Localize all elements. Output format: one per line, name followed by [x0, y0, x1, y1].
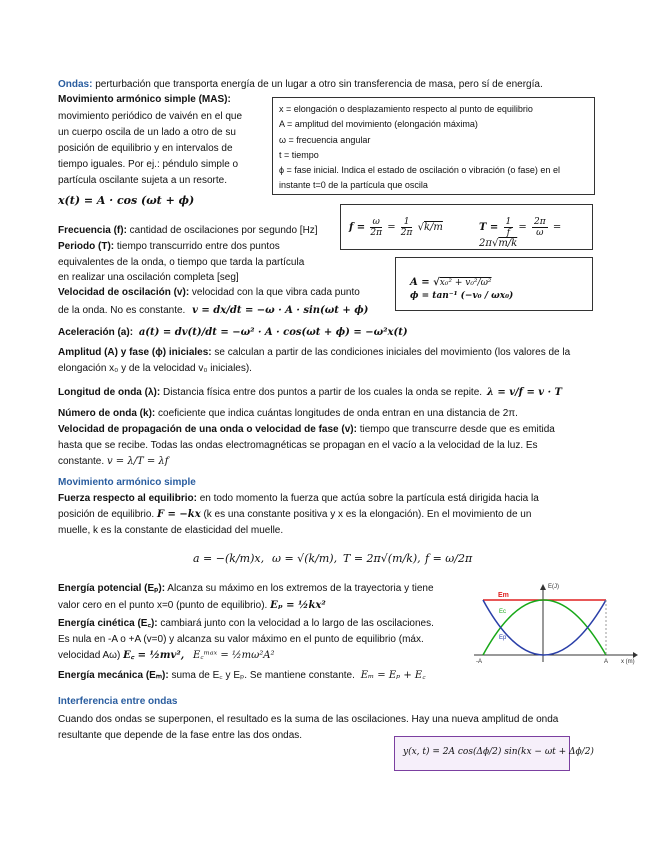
- phi-arg: (−v₀ / ωx₀): [460, 291, 514, 301]
- amplitude-formula: [410, 277, 492, 288]
- T-num: 1: [505, 217, 512, 227]
- ondas-label: Ondas:: [58, 79, 93, 90]
- propagacion-paragraph: [58, 422, 555, 470]
- ondas-paragraph: [58, 78, 543, 92]
- interferencia-text: Cuando dos ondas se superponen, el resultado es la suma de las oscilaciones. Hay una nueva amplitud de onda: [58, 714, 559, 725]
- propagacion-text-3: constante.: [58, 456, 105, 467]
- longitud-text: Distancia física entre dos puntos a partir de los cuales la onda se repite.: [160, 387, 483, 398]
- fuerza-paragraph: [58, 491, 539, 539]
- energia-cinetica-paragraph: [58, 616, 434, 664]
- velocidad-equation: v = dx/dt = −ω · A · sin(ωt + ϕ): [192, 305, 369, 316]
- mas-description: [58, 109, 242, 189]
- longitud-paragraph: [58, 386, 562, 400]
- energia-mecanica-text: suma de E꜀ y Eₚ. Se mantiene constante.: [168, 670, 355, 681]
- fuerza-equation: F = −kx: [156, 509, 201, 520]
- frequency-period-formula-box: [340, 204, 593, 250]
- frecuencia-paragraph: [58, 224, 318, 238]
- frequency-equation: f = ω/2π: [425, 552, 473, 565]
- propagacion-equation: v = λ/T = λf: [106, 456, 169, 467]
- x-axis-label: x (m): [621, 659, 635, 665]
- periodo-line: equivalentes de la onda, o tiempo que tarda la partícula: [58, 256, 305, 268]
- f-lhs: f =: [349, 222, 366, 233]
- periodo-paragraph: [58, 239, 304, 286]
- interferencia-text-2: resultante que depende de la fase entre las dos ondas.: [58, 730, 303, 741]
- accel-k-equation: a = −(k/m)x,: [193, 552, 265, 565]
- phi-lhs: ϕ = tan⁻¹: [410, 291, 458, 301]
- amplitud-label: Amplitud (A) y fase (ϕ) iniciales:: [58, 347, 212, 358]
- energia-mecanica-equation: Eₘ = Eₚ + E꜀: [360, 670, 426, 681]
- ec-label: Ec: [499, 609, 507, 615]
- fuerza-text-2a: posición de equilibrio.: [58, 509, 155, 520]
- energia-potencial-text: Alcanza su máximo en los extremos de la trayectoria y tiene: [165, 583, 434, 594]
- energia-cinetica-max-equation: E꜀ᵐᵃˣ = ½mω²A²: [192, 650, 275, 661]
- energia-cinetica-text: cambiará junto con la velocidad a lo largo de las oscilaciones.: [157, 618, 434, 629]
- f-eq: =: [387, 222, 396, 233]
- energia-mecanica-label: Energía mecánica (Eₘ):: [58, 670, 169, 681]
- f-num2: 1: [401, 217, 413, 228]
- interference-formula-box: [394, 736, 594, 771]
- frecuencia-text: cantidad de oscilaciones por segundo [Hz]: [126, 225, 318, 236]
- definition-item: x = elongación o desplazamiento respecto al punto de equilibrio: [279, 104, 533, 114]
- ep-label: Ep: [499, 635, 507, 641]
- energia-cinetica-text-2: Es nula en -A o +A (v=0) y alcanza su valor máximo en el punto de equilibrio (máx.: [58, 634, 424, 645]
- fuerza-text: en todo momento la fuerza que actúa sobre la partícula está dirigida hacia la: [196, 493, 539, 504]
- energy-graph: [468, 582, 643, 666]
- energia-potencial-label: Energía potencial (Eₚ):: [58, 583, 166, 594]
- numero-text: coeficiente que indica cuántas longitudes de onda entran en una distancia de 2π.: [155, 408, 518, 419]
- energia-potencial-equation: Eₚ = ½kx²: [270, 600, 326, 611]
- energia-cinetica-text-3: velocidad Aω): [58, 650, 121, 661]
- interference-equation: y(x, t) = 2A cos(Δϕ/2) sin(kx − ωt + Δϕ/2): [403, 747, 594, 757]
- interferencia-heading: Interferencia entre ondas: [58, 696, 178, 707]
- velocidad-label: Velocidad de oscilación (v):: [58, 287, 190, 298]
- definition-item: ϕ = fase inicial. Indica el estado de oscilación o vibración (o fase) en el: [279, 165, 560, 176]
- fuerza-label: Fuerza respecto al equilibrio:: [58, 493, 197, 504]
- T-den: f: [506, 228, 511, 238]
- pos-a-label: A: [604, 659, 609, 665]
- section-mas-heading: Movimiento armónico simple: [58, 477, 196, 488]
- frequency-formula: [349, 217, 443, 238]
- period-equation: T = 2π√(m/k),: [343, 552, 421, 565]
- sqrt-icon: √: [491, 238, 499, 249]
- propagacion-label: Velocidad de propagación de una onda o velocidad de fase (v):: [58, 424, 357, 435]
- omega-equation: ω = √(k/m),: [272, 552, 338, 565]
- frecuencia-label: Frecuencia (f):: [58, 225, 127, 236]
- fuerza-text-3: muelle, k es la constante de elasticidad del muelle.: [58, 525, 284, 536]
- definition-item: A = amplitud del movimiento (elongación máxima): [279, 119, 478, 130]
- f-num: ω: [370, 217, 382, 228]
- T-root: m/k: [498, 238, 518, 249]
- A-lhs: A =: [410, 277, 430, 288]
- phase-formula: [410, 291, 513, 301]
- x-axis-arrow-icon: [633, 652, 638, 658]
- energia-potencial-paragraph: [58, 580, 434, 614]
- T-num2: 2π: [534, 217, 546, 227]
- periodo-line: en realizar una oscilación completa [seg]: [58, 272, 239, 283]
- propagacion-text: tiempo que transcurre desde que es emitida: [356, 424, 555, 435]
- mas-line: un cuerpo oscila de un lado a otro de su: [58, 127, 236, 138]
- velocidad-text: velocidad con la que vibra cada punto: [189, 287, 360, 298]
- definitions-box: [272, 97, 595, 195]
- T-fraction: [504, 217, 514, 238]
- y-axis-arrow-icon: [540, 584, 546, 590]
- velocidad-line2: [58, 304, 368, 318]
- definition-item: ω = frecuencia angular: [279, 134, 371, 145]
- f-fraction-2: [401, 217, 413, 238]
- T-den2: ω: [536, 228, 544, 238]
- sqrt-icon: √: [433, 277, 440, 288]
- numero-paragraph: [58, 407, 518, 421]
- neg-a-label: -A: [476, 659, 482, 665]
- amplitude-phase-formula-box: [395, 257, 593, 311]
- definition-item: instante t=0 de la partícula que oscila: [279, 180, 428, 191]
- em-label: Em: [498, 592, 509, 599]
- energia-cinetica-equation: E꜀ = ½mv²,: [123, 650, 185, 661]
- mas-line: partícula oscilante sujeta a un resorte.: [58, 175, 227, 186]
- propagacion-text-2: hasta que se recibe. Todas las ondas electromagnéticas se propagan en el vacío a la velocidad de la luz. Es: [58, 440, 538, 451]
- energia-cinetica-label: Energía cinética (E꜀):: [58, 618, 158, 629]
- aceleracion-equation: a(t) = dv(t)/dt = −ω² · A · cos(ωt + ϕ) = −ω²x(t): [138, 327, 408, 338]
- aceleracion-paragraph: [58, 326, 408, 340]
- aceleracion-label: Aceleración (a):: [58, 327, 134, 338]
- periodo-label: Periodo (T):: [58, 241, 115, 252]
- fuerza-text-2b: (k es una constante positiva y x es la elongación). En el movimiento de un: [200, 509, 532, 520]
- T-fraction-2: [532, 217, 548, 238]
- T-lhs: T =: [479, 222, 499, 233]
- f-den: 2π: [370, 228, 383, 238]
- amplitud-text-2: elongación x₀ y de la velocidad v₀ iniciales).: [58, 363, 252, 374]
- definitions-list: [273, 98, 594, 198]
- velocidad-text-2: de la onda. No es constante.: [58, 305, 186, 316]
- ondas-text: perturbación que transporta energía de un lugar a otro sin transferencia de masa, pero sí de energía.: [92, 79, 543, 90]
- f-fraction: [370, 217, 382, 238]
- mas-title: Movimiento armónico simple (MAS):: [58, 94, 231, 105]
- mas-line: movimiento periódico de vaivén en el que: [58, 111, 242, 122]
- longitud-label: Longitud de onda (λ):: [58, 387, 161, 398]
- f-root: k/m: [424, 222, 443, 233]
- longitud-equation: λ = v/f = v · T: [486, 387, 562, 398]
- energia-mecanica-paragraph: [58, 669, 426, 683]
- period-formula: T = $\frac{1}{f}$ = $\frac{2\pi}{\omega}$ = 2π√m/k: [479, 217, 562, 249]
- mas-line: tiempo iguales. Por ej.: péndulo simple o: [58, 159, 239, 170]
- A-root: x₀² + v₀²/ω²: [439, 278, 492, 288]
- mas-line: posición de equilibrio y en intervalos de: [58, 143, 233, 154]
- velocidad-paragraph: [58, 286, 360, 300]
- f-den2: 2π: [400, 228, 413, 238]
- definition-item: t = tiempo: [279, 149, 319, 160]
- energia-potencial-text-2: valor cero en el punto x=0 (punto de equilibrio).: [58, 600, 268, 611]
- amplitud-text: se calculan a partir de las condiciones iniciales del movimiento (los valores de la: [211, 347, 571, 358]
- periodo-line: tiempo transcurrido entre dos puntos: [114, 241, 280, 252]
- mas-equation: x(t) = A · cos (ωt + ϕ): [58, 194, 195, 207]
- numero-label: Número de onda (k):: [58, 408, 156, 419]
- T-eq3: = 2π: [479, 222, 562, 249]
- sqrt-icon: √: [417, 222, 424, 233]
- y-axis-label: E(J): [548, 584, 559, 590]
- amplitud-paragraph: [58, 345, 570, 377]
